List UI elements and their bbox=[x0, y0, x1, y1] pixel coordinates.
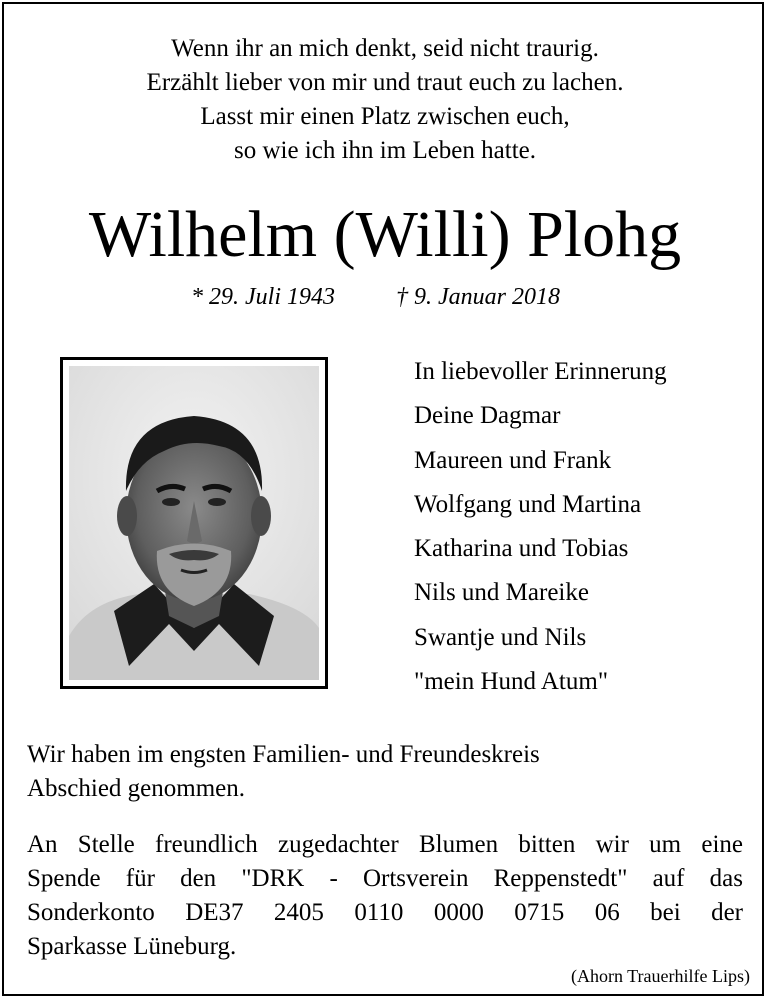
family-line: Katharina und Tobias bbox=[414, 535, 629, 563]
deceased-name: Wilhelm (Willi) Plohg bbox=[88, 198, 682, 271]
donation-line: Sparkasse Lüneburg. bbox=[27, 933, 237, 960]
family-line: "mein Hund Atum" bbox=[414, 668, 609, 696]
poem-line: Wenn ihr an mich denkt, seid nicht traurig. bbox=[171, 35, 599, 62]
farewell-line: Wir haben im engsten Familien- und Freundeskreis bbox=[27, 741, 540, 768]
donation-line: An Stelle freundlich zugedachter Blumen bitten wir um eine bbox=[27, 831, 743, 858]
farewell-line: Abschied genommen. bbox=[27, 775, 246, 802]
donation-line: Spende für den "DRK - Ortsverein Reppenstedt" auf das bbox=[27, 865, 743, 892]
birth-date: * 29. Juli 1943 bbox=[191, 284, 335, 310]
poem bbox=[0, 32, 770, 168]
portrait-photo bbox=[60, 357, 328, 689]
funeral-home-credit: (Ahorn Trauerhilfe Lips) bbox=[571, 966, 750, 986]
donation-line: Sonderkonto DE37 2405 0110 0000 0715 06 bei der bbox=[27, 899, 743, 926]
poem-line: Lasst mir einen Platz zwischen euch, bbox=[200, 103, 570, 130]
family-line: Nils und Mareike bbox=[414, 579, 589, 607]
family-line: Wolfgang und Martina bbox=[414, 490, 642, 518]
family-list bbox=[414, 350, 667, 704]
portrait-image bbox=[69, 366, 319, 680]
poem-line: Erzählt lieber von mir und traut euch zu lachen. bbox=[146, 69, 624, 96]
family-line: Deine Dagmar bbox=[414, 402, 561, 430]
death-date: † 9. Januar 2018 bbox=[396, 284, 560, 310]
family-line: In liebevoller Erinnerung bbox=[414, 358, 667, 385]
family-line: Maureen und Frank bbox=[414, 446, 612, 474]
donation-paragraph bbox=[27, 828, 743, 964]
family-line: Swantje und Nils bbox=[414, 623, 587, 651]
poem-line: so wie ich ihn im Leben hatte. bbox=[233, 137, 536, 164]
farewell-paragraph bbox=[27, 738, 743, 806]
